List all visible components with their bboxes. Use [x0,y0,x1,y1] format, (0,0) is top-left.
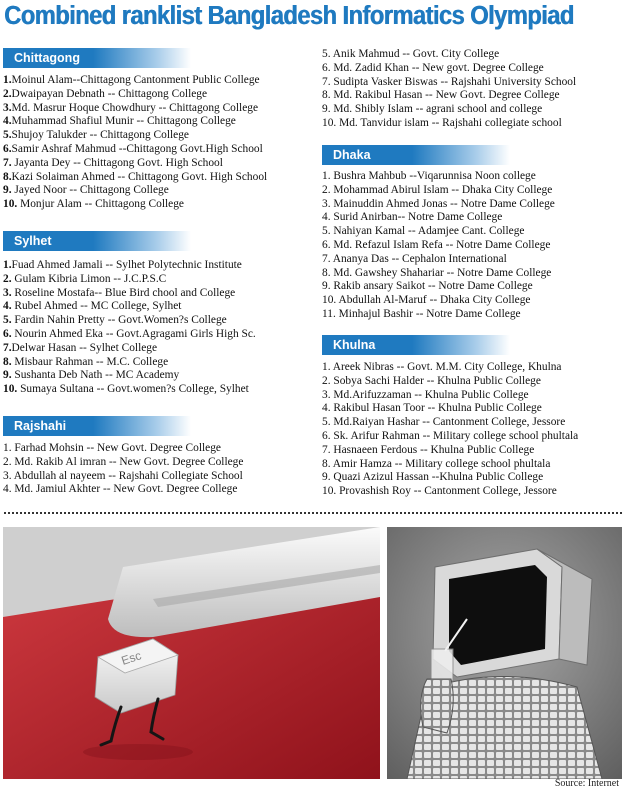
photo-esc-key [3,527,380,779]
list-item [3,74,267,88]
list-item [322,62,576,76]
rank-number: 3. [322,388,331,401]
list-item [3,102,267,116]
entry-text: Shujoy Talukder -- Chittagong College [11,129,189,142]
list-item [322,184,555,198]
list-item [322,253,555,267]
list-item [3,198,267,212]
list-item [3,442,243,456]
photo-monitor-head [387,527,622,779]
rank-number: 5. [3,129,12,142]
rank-number: 5. [322,416,331,429]
dotted-divider [4,512,622,514]
entry-text: Hasnaeen Ferdous -- Khulna Public College [330,443,535,456]
list-item [322,76,576,90]
ranklist-rajshahi-continued [322,48,576,131]
rank-number: 10. [3,383,18,396]
list-item [322,361,578,375]
entry-text: Fuad Ahmed Jamali -- Sylhet Polytechnic Institute [11,259,242,271]
list-item [3,328,256,342]
list-item [322,402,578,416]
rank-number: 4. [3,300,12,313]
ranklist-chittagong [3,74,267,212]
list-item [3,356,256,370]
rank-number: 1. [3,442,12,454]
rank-number: 7. [3,156,12,169]
rank-number: 1. [322,361,331,373]
entry-text: Anik Mahmud -- Govt. City College [330,48,500,60]
rank-number: 5. [322,225,331,238]
rank-number: 3. [3,101,12,114]
ranklist-sylhet [3,259,256,397]
entry-text: Rakibul Hasan Toor -- Khulna Public College [330,402,542,415]
rank-number: 7. [322,252,331,265]
list-item [3,456,243,470]
list-item [3,143,267,157]
rank-number: 1. [3,259,12,271]
list-item [3,171,267,185]
list-item [3,342,256,356]
rank-number: 2. [3,272,12,285]
rank-number: 9. [322,471,331,484]
ranklist-rajshahi [3,442,243,497]
entry-text: Sushanta Deb Nath -- MC Academy [11,369,180,382]
rank-number: 7. [3,341,12,354]
rank-number: 4. [3,483,12,496]
rank-number: 1. [3,74,12,86]
list-item [3,300,256,314]
rank-number: 10. [322,294,337,307]
list-item [3,157,267,171]
entry-text: Sudipta Vasker Biswas -- Rajshahi University School [330,75,577,88]
entry-text: Abdullah al nayeem -- Rajshahi Collegiate School [11,469,243,482]
rank-number: 4. [3,115,12,128]
entry-text: Minhajul Bashir -- Notre Dame College [335,307,521,320]
entry-text: Farhad Mohsin -- New Govt. Degree College [11,442,221,454]
esc-key-label: Esc [119,648,143,668]
entry-text: Moinul Alam--Chittagong Cantonment Public College [11,74,260,86]
entry-text: Kazi Solaiman Ahmed -- Chittagong Govt. High School [11,170,268,183]
entry-text: Surid Anirban-- Notre Dame College [330,211,503,224]
rank-number: 6. [3,142,12,155]
list-item [3,287,256,301]
image-credit: Source: Internet [554,778,619,789]
rank-number: 4. [322,211,331,224]
section-heading-khulna: Khulna [322,335,510,355]
rank-number: 6. [322,429,331,442]
list-item [3,184,267,198]
ranklist-dhaka [322,170,555,322]
rank-number: 9. [3,184,12,197]
rank-number: 2. [3,87,12,100]
entry-text: Gulam Kibria Limon -- J.C.P.S.C [11,272,167,285]
entry-text: Md. Zadid Khan -- New govt. Degree College [330,61,544,74]
rank-number: 2. [322,374,331,387]
entry-text: Md. Gawshey Shahariar -- Notre Dame College [330,266,552,279]
page-title: Combined ranklist Bangladesh Informatics Olympiad [4,2,574,30]
list-item [322,389,578,403]
list-item [322,117,576,131]
rank-number: 10. [3,198,18,211]
rank-number: 6. [322,238,331,251]
entry-text: Md. Shibly Islam -- agrani school and college [330,103,543,116]
entry-text: Quazi Azizul Hassan --Khulna Public College [330,471,544,484]
list-item [322,430,578,444]
rank-number: 4. [322,402,331,415]
rank-number: 10. [322,116,337,129]
entry-text: Md. Refazul Islam Refa -- Notre Dame College [330,238,551,251]
rank-number: 3. [322,197,331,210]
entry-text: Rubel Ahmed -- MC College, Sylhet [11,300,182,313]
entry-text: Md. Jamiul Akhter -- New Govt. Degree College [11,483,238,496]
rank-number: 10. [322,485,337,498]
entry-text: Ananya Das -- Cephalon International [330,252,507,265]
list-item [3,115,267,129]
entry-text: Samir Ashraf Mahmud --Chittagong Govt.High School [11,142,263,155]
rank-number: 1. [322,170,331,182]
list-item [322,308,555,322]
entry-text: Provashish Roy -- Cantonment College, Jessore [336,485,557,498]
crt-monitor [433,549,592,677]
list-item [3,369,256,383]
rank-number: 9. [3,369,12,382]
entry-text: Md. Tanvidur islam -- Rajshahi collegiate school [336,116,562,129]
entry-text: Monjur Alam -- Chittagong College [17,198,184,211]
rank-number: 2. [322,183,331,196]
rank-number: 2. [3,455,12,468]
entry-text: Jayed Noor -- Chittagong College [11,184,169,197]
section-heading-rajshahi: Rajshahi [3,416,191,436]
list-item [322,198,555,212]
entry-text: Nahiyan Kamal -- Adamjee Cant. College [330,225,525,238]
entry-text: Delwar Hasan -- Sylhet College [11,341,158,354]
entry-text: Fardin Nahin Pretty -- Govt.Women?s College [11,314,227,327]
entry-text: Md.Raiyan Hashar -- Cantonment College, Jessore [330,416,566,429]
list-item [322,239,555,253]
list-item [3,129,267,143]
rank-number: 5. [322,48,331,60]
rank-number: 3. [3,286,12,299]
list-item [322,211,555,225]
list-item [322,458,578,472]
list-item [3,88,267,102]
list-item [322,375,578,389]
rank-number: 7. [322,75,331,88]
list-item [322,444,578,458]
list-item [322,267,555,281]
list-item [322,225,555,239]
list-item [3,273,256,287]
list-item [322,170,555,184]
rank-number: 8. [3,355,12,368]
list-item [322,280,555,294]
entry-text: Bushra Mahbub --Viqarunnisa Noon college [330,170,536,182]
ranklist-khulna [322,361,578,499]
list-item [322,294,555,308]
entry-text: Jayanta Dey -- Chittagong Govt. High School [11,156,223,169]
rank-number: 7. [322,443,331,456]
entry-text: Md.Arifuzzaman -- Khulna Public College [330,388,529,401]
list-item [3,470,243,484]
rank-number: 8. [3,170,12,183]
entry-text: Areek Nibras -- Govt. M.M. City College, Khulna [330,361,562,373]
entry-text: Nourin Ahmed Eka -- Govt.Agragami Girls High Sc. [11,327,256,340]
list-item [322,48,576,62]
list-item [322,485,578,499]
entry-text: Mohammad Abirul Islam -- Dhaka City College [330,183,553,196]
rank-number: 8. [322,89,331,102]
rank-number: 5. [3,314,12,327]
entry-text: Sobya Sachi Halder -- Khulna Public College [330,374,541,387]
entry-text: Sumaya Sultana -- Govt.women?s College, Sylhet [17,383,249,396]
rank-number: 3. [3,469,12,482]
entry-text: Md. Rakib Al imran -- New Govt. Degree College [11,455,244,468]
list-item [322,416,578,430]
rank-number: 6. [3,327,12,340]
entry-text: Md. Rakibul Hasan -- New Govt. Degree College [330,89,560,102]
entry-text: Mainuddin Ahmed Jonas -- Notre Dame College [330,197,555,210]
list-item [3,383,256,397]
entry-text: Abdullah Al-Maruf -- Dhaka City College [336,294,531,307]
list-item [322,103,576,117]
rank-number: 8. [322,457,331,470]
list-item [3,259,256,273]
section-heading-dhaka: Dhaka [322,145,510,165]
list-item [322,471,578,485]
rank-number: 9. [322,280,331,293]
entry-text: Dwaipayan Debnath -- Chittagong College [11,87,208,100]
rank-number: 11. [322,307,336,320]
entry-text: Misbaur Rahman -- M.C. College [11,355,169,368]
rank-number: 6. [322,61,331,74]
esc-key-illustration [3,527,380,779]
section-heading-sylhet: Sylhet [3,231,191,251]
rank-number: 8. [322,266,331,279]
list-item [322,89,576,103]
entry-text: Md. Masrur Hoque Chowdhury -- Chittagong College [11,101,258,114]
rank-number: 9. [322,103,331,116]
monitor-head-illustration [387,527,622,779]
entry-text: Rakib ansary Saikot -- Notre Dame College [330,280,533,293]
list-item [3,314,256,328]
entry-text: Sk. Arifur Rahman -- Military college school phultala [330,429,579,442]
list-item [3,483,243,497]
entry-text: Roseline Mostafa-- Blue Bird chool and College [11,286,236,299]
entry-text: Amir Hamza -- Military college school phultala [330,457,551,470]
entry-text: Muhammad Shafiul Munir -- Chittagong College [11,115,236,128]
section-heading-chittagong: Chittagong [3,48,191,68]
